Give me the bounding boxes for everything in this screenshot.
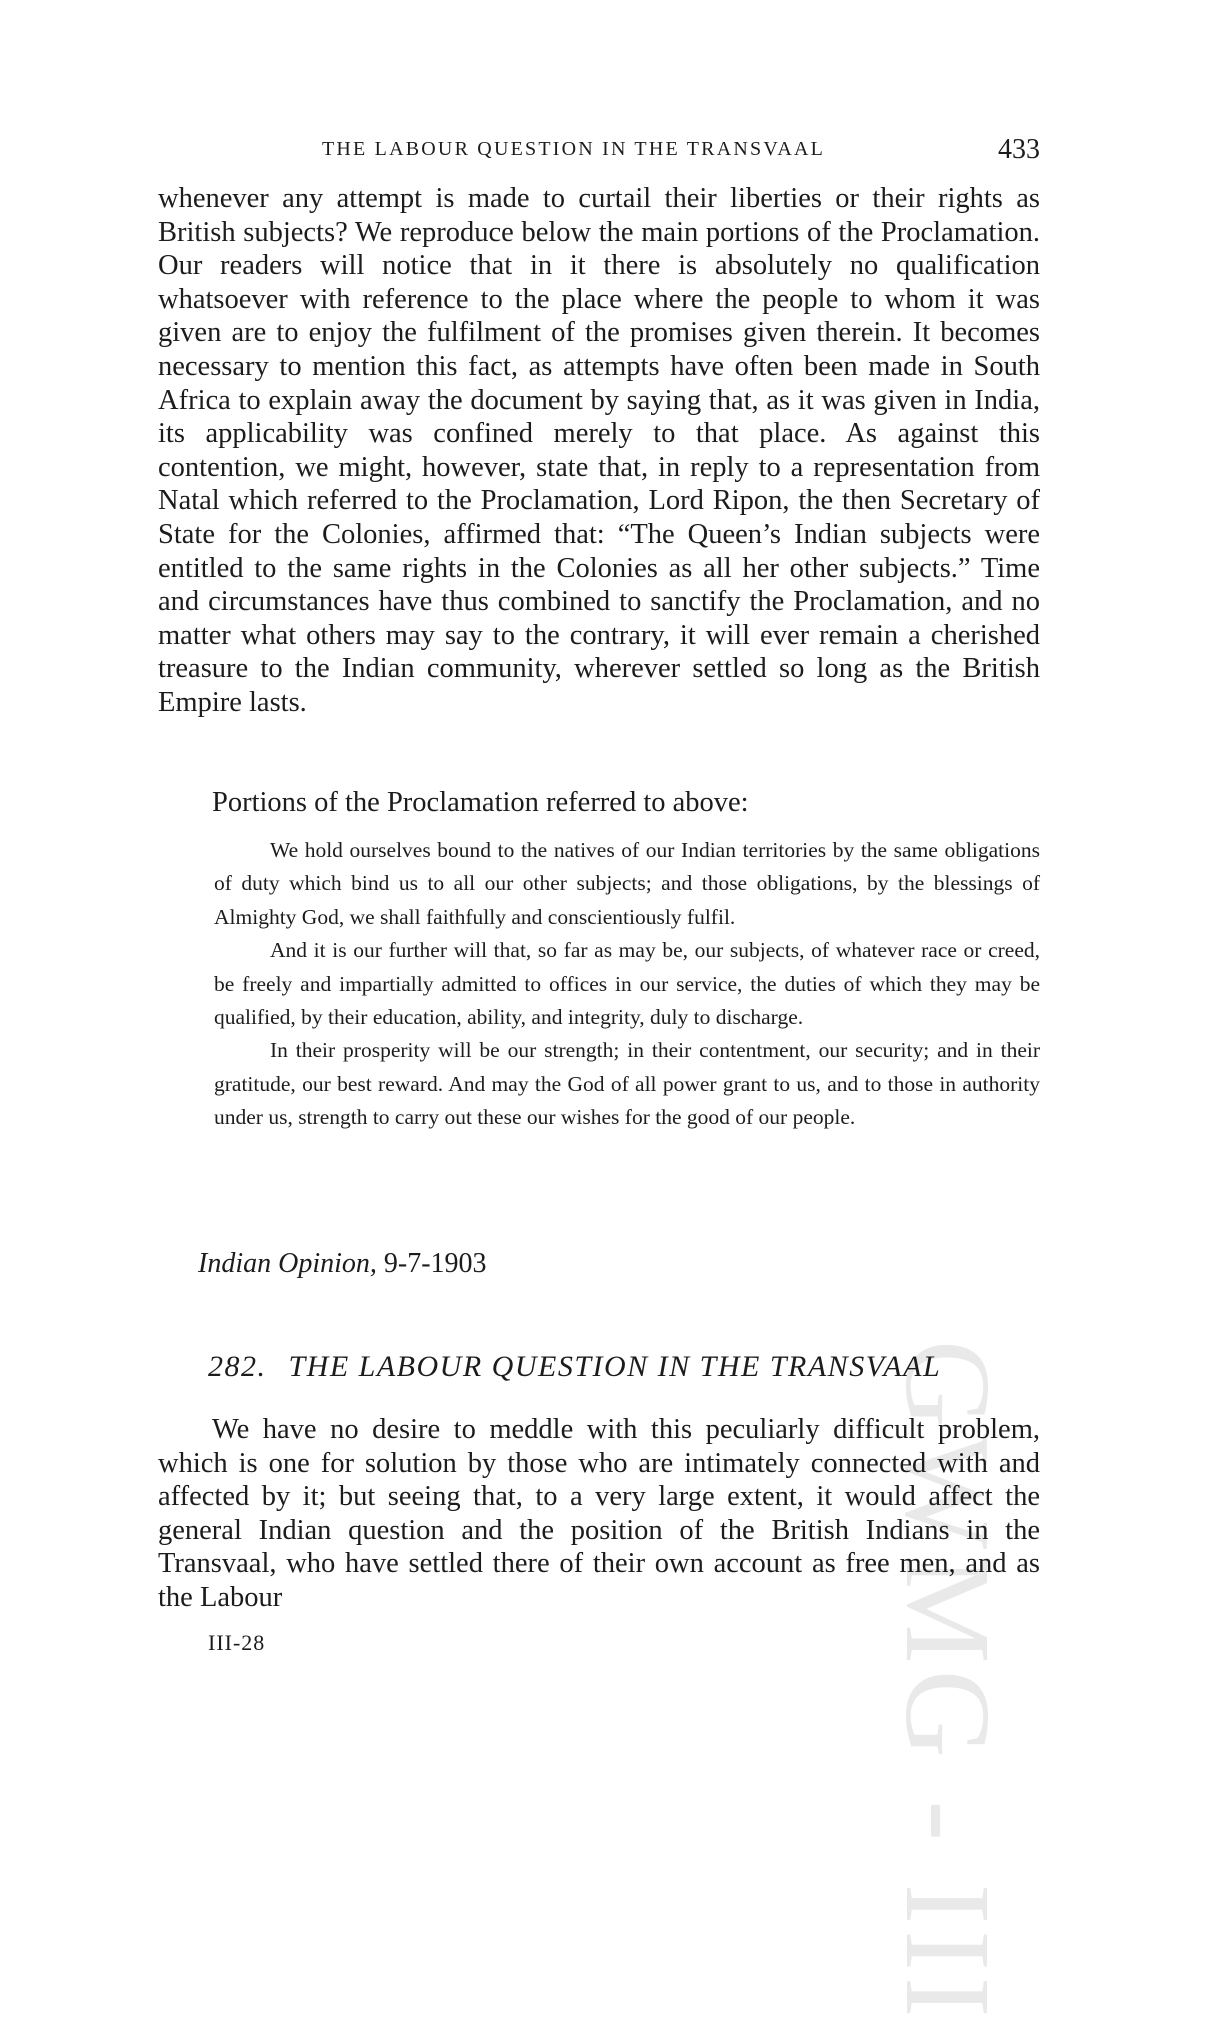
section-paragraph-block [158, 1413, 1040, 1615]
quote-paragraph: We hold ourselves bound to the natives of our Indian territories by the same obligations of duty which bind us to all our other subjects; and those obligations, by the blessings of Almighty God, we shall faithfully and conscientiously fulfil. [214, 838, 1040, 929]
portions-intro-block [158, 786, 1040, 820]
source-date: 9-7-1903 [383, 1248, 487, 1279]
intro-paragraph-block [158, 182, 1040, 720]
watermark: GWMG - III [880, 1340, 1015, 2023]
running-head [158, 134, 1040, 170]
section-title: THE LABOUR QUESTION IN THE TRANSVAAL [288, 1350, 942, 1383]
quote-paragraph: And it is our further will that, so far as may be, our subjects, of whatever race or creed, be freely and impartially admitted to offices in our service, the duties of which they may be qualified, by their education, ability, and integrity, duly to discharge. [214, 938, 1040, 1030]
portions-intro: Portions of the Proclamation referred to above: [212, 787, 749, 818]
section-paragraph: We have no desire to meddle with this peculiarly difficult problem, which is one for solution by those who are intimately connected with and affected by it; but seeing that, to a very large extent, it would affect the general Indian question and the position of the British Indians in the Transvaal, who have settled there of their own account as free men, and as the Labour [158, 1414, 1040, 1613]
intro-paragraph: whenever any attempt is made to curtail their liberties or their rights as British subjects? We reproduce below the main portions of the Proclamation. Our readers will notice that in it there is absolutely no qualification whatsoever with reference to the place where the people to whom it was given are to enjoy the fulfilment of the promises given therein. It becomes necessary to mention this fact, as attempts have often been made in South Africa to explain away the document by saying that, as it was given in India, its applicability was confined merely to that place. As against this contention, we might, however, state that, in reply to a representation from Natal which referred to the Proclamation, Lord Ripon, the then Secretary of State for the Colonies, affirmed that: “The Queen’s Indian subjects were entitled to the same rights in the Colonies as all her other subjects.” Time and circumstances have thus combined to sanctify the Proclamation, and no matter what others may say to the contrary, it will ever remain a cherished treasure to the Indian community, wherever settled so long as the British Empire lasts. [158, 183, 1040, 718]
section-heading [208, 1350, 941, 1384]
source-citation [198, 1248, 487, 1280]
page-number: 433 [998, 134, 1040, 165]
source-publication: Indian Opinion, [198, 1248, 377, 1279]
running-title: THE LABOUR QUESTION IN THE TRANSVAAL [322, 138, 826, 160]
section-number: 282. [208, 1350, 267, 1383]
quote-paragraph: In their prosperity will be our strength; in their contentment, our security; and in their gratitude, our best reward. And may the God of all power grant to us, and to those in authority under us, strength to carry out these our wishes for the good of our people. [214, 1038, 1040, 1130]
signature-mark: III-28 [208, 1630, 266, 1655]
proclamation-quote [214, 834, 1040, 1135]
